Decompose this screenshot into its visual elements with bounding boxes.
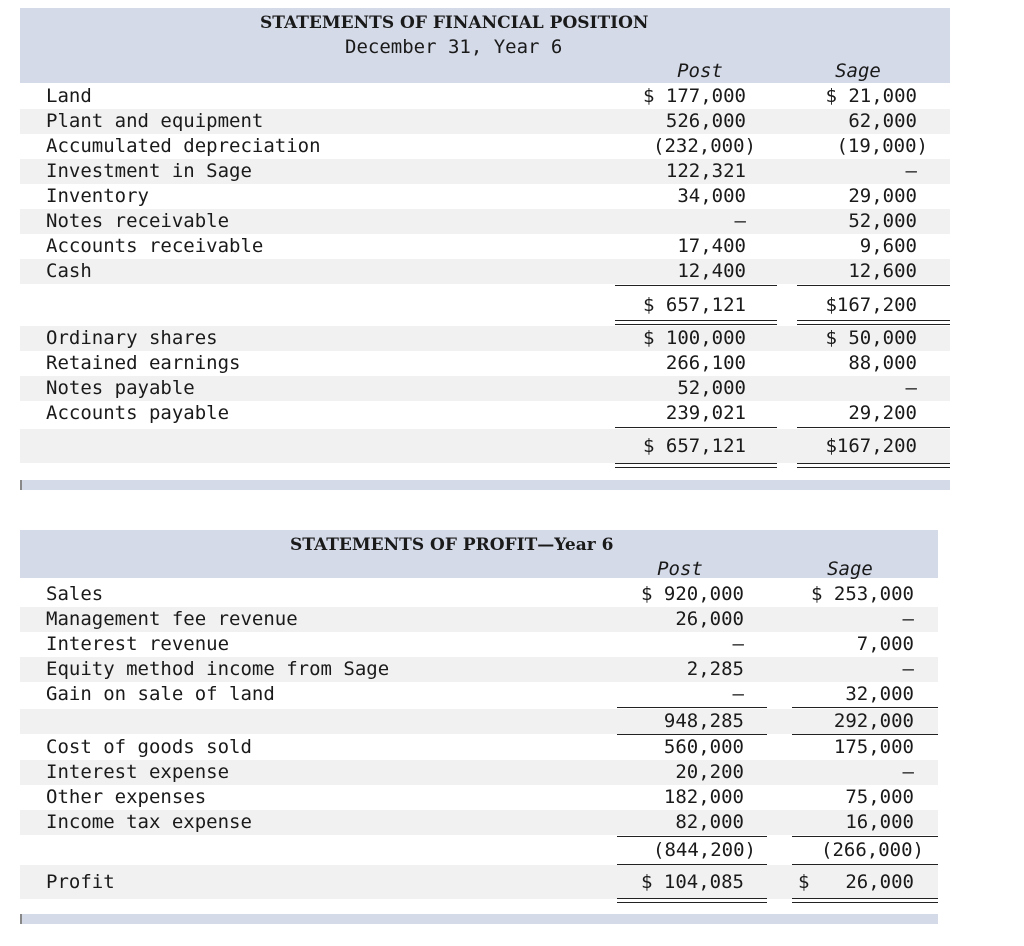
row-label: Ordinary shares [46, 327, 218, 349]
row-label: Investment in Sage [46, 160, 252, 182]
rule-line [792, 836, 938, 837]
table-footer-bar [20, 480, 950, 490]
rule-line [615, 427, 777, 428]
row-label: Accumulated depreciation [46, 135, 321, 157]
post-value: — [732, 683, 744, 705]
table-footer-bar [20, 914, 938, 924]
post-value: 560,000 [663, 736, 744, 758]
double-rule [615, 320, 777, 325]
sage-value: $ 253,000 [811, 583, 914, 605]
table-row [20, 682, 938, 707]
financial-position-table [20, 8, 950, 490]
sage-total: (266,000) [821, 839, 924, 861]
sage-value: 26,000 [845, 871, 914, 893]
total-expenses-row [20, 838, 938, 863]
table-row [20, 810, 938, 835]
table-title: STATEMENTS OF FINANCIAL POSITION [260, 13, 649, 33]
table-row [20, 326, 950, 351]
row-label: Management fee revenue [46, 608, 298, 630]
row-label: Profit [46, 871, 115, 893]
row-label: Notes receivable [46, 210, 230, 232]
column-header-post: Post [677, 60, 723, 82]
sage-value: 12,600 [848, 260, 917, 282]
table-row [20, 657, 938, 682]
total-liabilities-row [20, 429, 950, 463]
column-header-post: Post [657, 558, 703, 580]
table-row [20, 259, 950, 284]
double-rule [792, 898, 938, 903]
sage-value: 62,000 [848, 110, 917, 132]
table-row [20, 84, 950, 109]
post-value: $ 920,000 [641, 583, 744, 605]
table-row [20, 134, 950, 159]
row-label: Inventory [46, 185, 149, 207]
post-value: $ 104,085 [641, 871, 744, 893]
post-total: $ 657,121 [643, 294, 746, 316]
sage-value: 88,000 [848, 352, 917, 374]
column-header-sage: Sage [827, 558, 873, 580]
post-value: — [732, 633, 744, 655]
row-label: Land [46, 85, 92, 107]
post-value: 17,400 [677, 235, 746, 257]
row-label: Sales [46, 583, 104, 605]
column-header-sage: Sage [835, 60, 881, 82]
post-value: $ 100,000 [643, 327, 746, 349]
post-value: 182,000 [663, 786, 744, 808]
table-row [20, 109, 950, 134]
sage-total: $167,200 [825, 294, 917, 316]
double-rule [797, 463, 950, 468]
sage-value: (19,000) [836, 135, 928, 157]
sage-value: 9,600 [859, 235, 917, 257]
table-row [20, 401, 950, 426]
row-label: Interest expense [46, 761, 230, 783]
rule-line [797, 427, 950, 428]
post-value: $ 177,000 [643, 85, 746, 107]
profit-row [20, 865, 938, 899]
rule-line [615, 285, 777, 286]
rule-line [617, 836, 767, 837]
sage-value: $ 21,000 [825, 85, 917, 107]
row-label: Other expenses [46, 786, 207, 808]
double-rule [617, 898, 767, 903]
post-value: 122,321 [665, 160, 746, 182]
double-rule [797, 320, 950, 325]
rule-line [617, 707, 767, 708]
sage-value: 52,000 [848, 210, 917, 232]
rule-line [792, 707, 938, 708]
post-total: (844,200) [653, 839, 756, 861]
row-label: Notes payable [46, 377, 195, 399]
post-value: 2,285 [686, 658, 744, 680]
sage-value: 29,200 [848, 402, 917, 424]
post-value: 82,000 [675, 811, 744, 833]
table-row [20, 159, 950, 184]
sage-value: — [902, 608, 914, 630]
post-value: 266,100 [665, 352, 746, 374]
sage-value: — [902, 658, 914, 680]
sage-value: 175,000 [833, 736, 914, 758]
table-row [20, 234, 950, 259]
post-value: (232,000) [653, 135, 756, 157]
sage-value: 7,000 [856, 633, 914, 655]
sage-value: — [905, 160, 917, 182]
row-label: Retained earnings [46, 352, 241, 374]
row-label: Cost of goods sold [46, 736, 252, 758]
post-value: 34,000 [677, 185, 746, 207]
row-label: Gain on sale of land [46, 683, 275, 705]
table-row [20, 735, 938, 760]
row-label: Interest revenue [46, 633, 230, 655]
table-row [20, 785, 938, 810]
sage-value: 29,000 [848, 185, 917, 207]
table-subtitle: December 31, Year 6 [345, 36, 563, 58]
sage-value: 32,000 [845, 683, 914, 705]
sage-value: — [902, 761, 914, 783]
post-total: $ 657,121 [643, 435, 746, 457]
table-row [20, 582, 938, 607]
post-value: 526,000 [665, 110, 746, 132]
post-value: 26,000 [675, 608, 744, 630]
sage-value: 75,000 [845, 786, 914, 808]
table-row [20, 184, 950, 209]
sage-currency-sign: $ [798, 871, 810, 893]
profit-table [20, 530, 938, 926]
row-label: Accounts payable [46, 402, 230, 424]
post-value: — [734, 210, 746, 232]
row-label: Cash [46, 260, 92, 282]
table-row [20, 607, 938, 632]
post-value: 239,021 [665, 402, 746, 424]
row-label: Accounts receivable [46, 235, 264, 257]
sage-value: $ 50,000 [825, 327, 917, 349]
post-value: 12,400 [677, 260, 746, 282]
rule-line [797, 285, 950, 286]
table-row [20, 209, 950, 234]
sage-total: $167,200 [825, 435, 917, 457]
row-label: Income tax expense [46, 811, 252, 833]
row-label: Equity method income from Sage [46, 658, 390, 680]
table-title: STATEMENTS OF PROFIT—Year 6 [290, 535, 614, 555]
table-row [20, 351, 950, 376]
post-value: 52,000 [677, 377, 746, 399]
post-subtotal: 948,285 [663, 710, 744, 732]
sage-subtotal: 292,000 [833, 710, 914, 732]
table-row [20, 632, 938, 657]
double-rule [615, 463, 777, 468]
row-label: Plant and equipment [46, 110, 264, 132]
table-row [20, 376, 950, 401]
total-assets-row [20, 290, 950, 322]
post-value: 20,200 [675, 761, 744, 783]
subtotal-row [20, 709, 938, 734]
sage-value: 16,000 [845, 811, 914, 833]
sage-value: — [905, 377, 917, 399]
table-row [20, 760, 938, 785]
